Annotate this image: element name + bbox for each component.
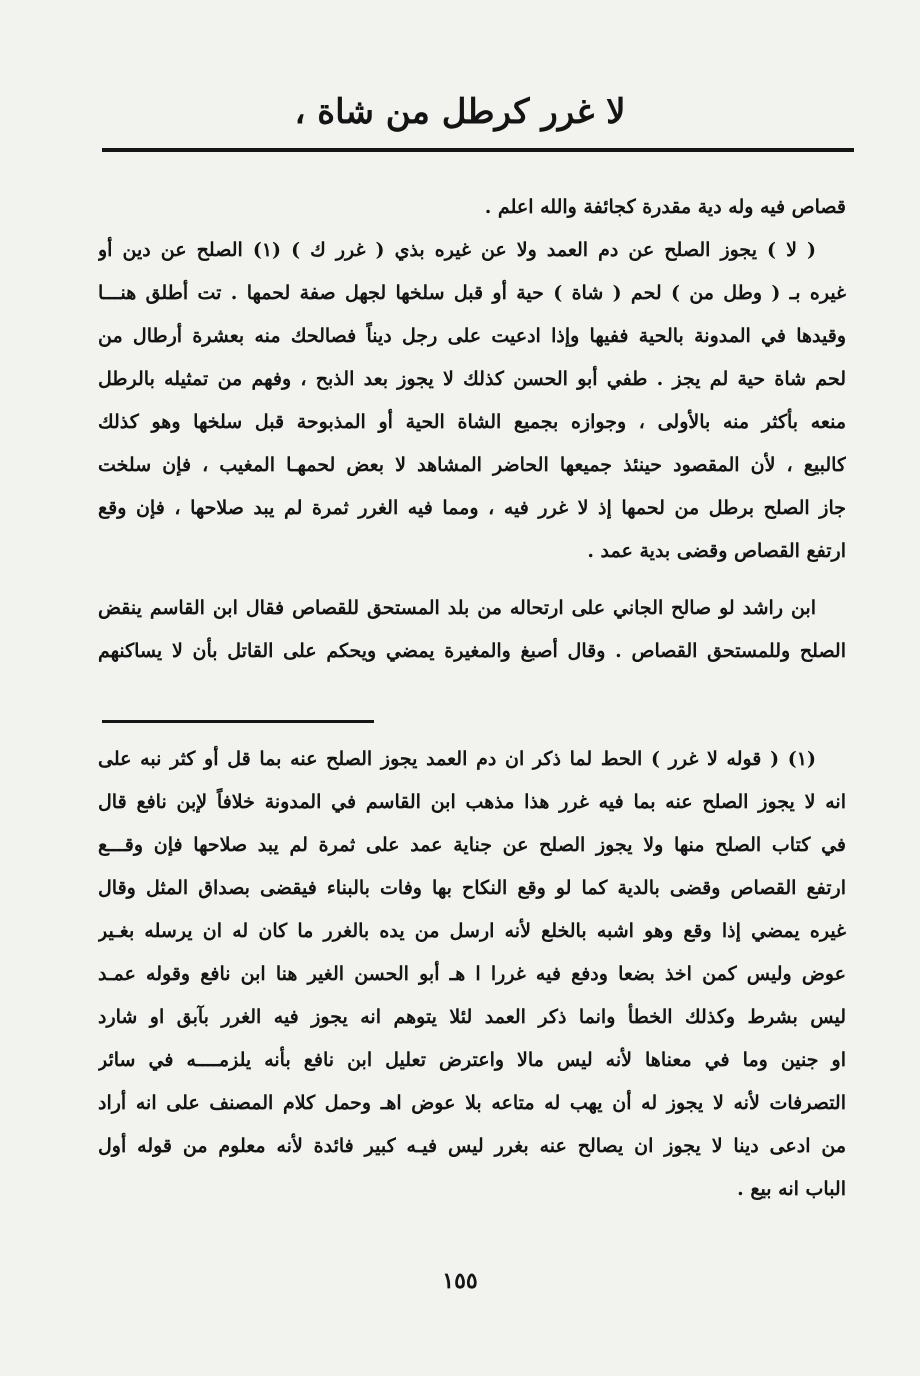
footnote-line: التصرفات لأنه لا يجوز له أن يهب له متاعه بلا عوض اهـ وحمل كلام المصنف على انه أراد — [98, 1092, 846, 1114]
header-rule — [102, 148, 854, 152]
main-text-line: لحم شاة حية لم يجز . طفي أبو الحسن كذلك لا يجوز بعد الذبح ، وفهم من تمثيله بالرطل — [98, 368, 846, 390]
main-text-line: كالبيع ، لأن المقصود حينئذ جميعها الحاضر المشاهد لا بعض لحمهـا المغيب ، فإن سلخت — [98, 454, 846, 476]
footnote-line: (١) ( قوله لا غرر ) الحط لما ذكر ان دم العمد يجوز الصلح عنه بما قل أو كثر نبه على — [98, 748, 816, 770]
footnote-line: او جنين وما في معناها لأنه ليس مالا واعترض تعليل ابن نافع بأنه يلزمــــه في سائر — [98, 1049, 846, 1071]
paragraph-gap — [98, 573, 846, 587]
main-text-line: وقيدها في المدونة بالحية ففيها وإذا ادعيت على رجل ديناً فصالحك منه بعشرة أرطال من — [98, 325, 846, 347]
main-text-line: جاز الصلح برطل من لحمها إذ لا غرر فيه ، ومما فيه الغرر ثمرة لم يبد صلاحها ، فإن وقع — [98, 497, 846, 519]
main-text-line: الصلح وللمستحق القصاص . وقال أصبغ والمغيرة يمضي ويحكم على القاتل بأن لا يساكنهم — [98, 640, 846, 662]
footnote-block — [98, 738, 846, 1211]
running-header-title: لا غرر كرطل من شاة ، — [294, 92, 626, 132]
footnote-line: غيره يمضي إذا وقع وهو اشبه بالخلع لأنه ارسل من يده بالغرر ما كان له ان يرسله بغـير — [98, 920, 846, 942]
main-text-block — [98, 186, 846, 673]
footnote-line: في كتاب الصلح منها ولا يجوز الصلح عن جناية عمد على ثمرة لم يبد صلاحها فإن وقـــع — [98, 834, 846, 856]
footnote-line: ارتفع القصاص وقضى بالدية كما لو وقع النكاح بها وفات بالبناء فيقضى بصداق المثل وقال — [98, 877, 846, 899]
main-text-line: غيره بـ ( وطل من ) لحم ( شاة ) حية أو قبل سلخها لجهل صفة لحمها . تت أطلق هنـــا — [98, 282, 846, 304]
main-text-line: قصاص فيه وله دية مقدرة كجائفة والله اعلم . — [484, 196, 846, 218]
footnote-line: من ادعى دينا لا يجوز ان يصالح عنه بغرر ليس فيـه كبير فائدة لأنه معلوم من قوله أول — [98, 1135, 846, 1157]
footnote-line: عوض وليس كمن اخذ بضعا ودفع فيه غررا ا هـ أبو الحسن الغير هنا ابن نافع وقوله عمـد — [98, 963, 846, 985]
footnote-line: انه لا يجوز الصلح عنه بما فيه غرر هذا مذهب ابن القاسم في المدونة خلافاً لإبن نافع قال — [98, 791, 846, 813]
page-number: ١٥٥ — [442, 1268, 478, 1294]
main-text-line: ابن راشد لو صالح الجاني على ارتحاله من بلد المستحق للقصاص فقال ابن القاسم ينقض — [98, 597, 816, 619]
footnote-rule — [102, 720, 374, 723]
footnote-line: ليس بشرط وكذلك الخطأ وانما ذكر العمد لئلا يتوهم انه يجوز فيه الغرر بآبق او شارد — [98, 1006, 846, 1028]
main-text-line: ( لا ) يجوز الصلح عن دم العمد ولا عن غيره بذي ( غرر ك ) (١) الصلح عن دين أو — [98, 239, 816, 261]
main-text-line: ارتفع القصاص وقضى بدية عمد . — [587, 540, 846, 562]
main-text-line: منعه بأكثر منه بالأولى ، وجوازه بجميع الشاة الحية أو المذبوحة قبل سلخها وهو كذلك — [98, 411, 846, 433]
footnote-line: الباب انه بيع . — [737, 1178, 846, 1200]
